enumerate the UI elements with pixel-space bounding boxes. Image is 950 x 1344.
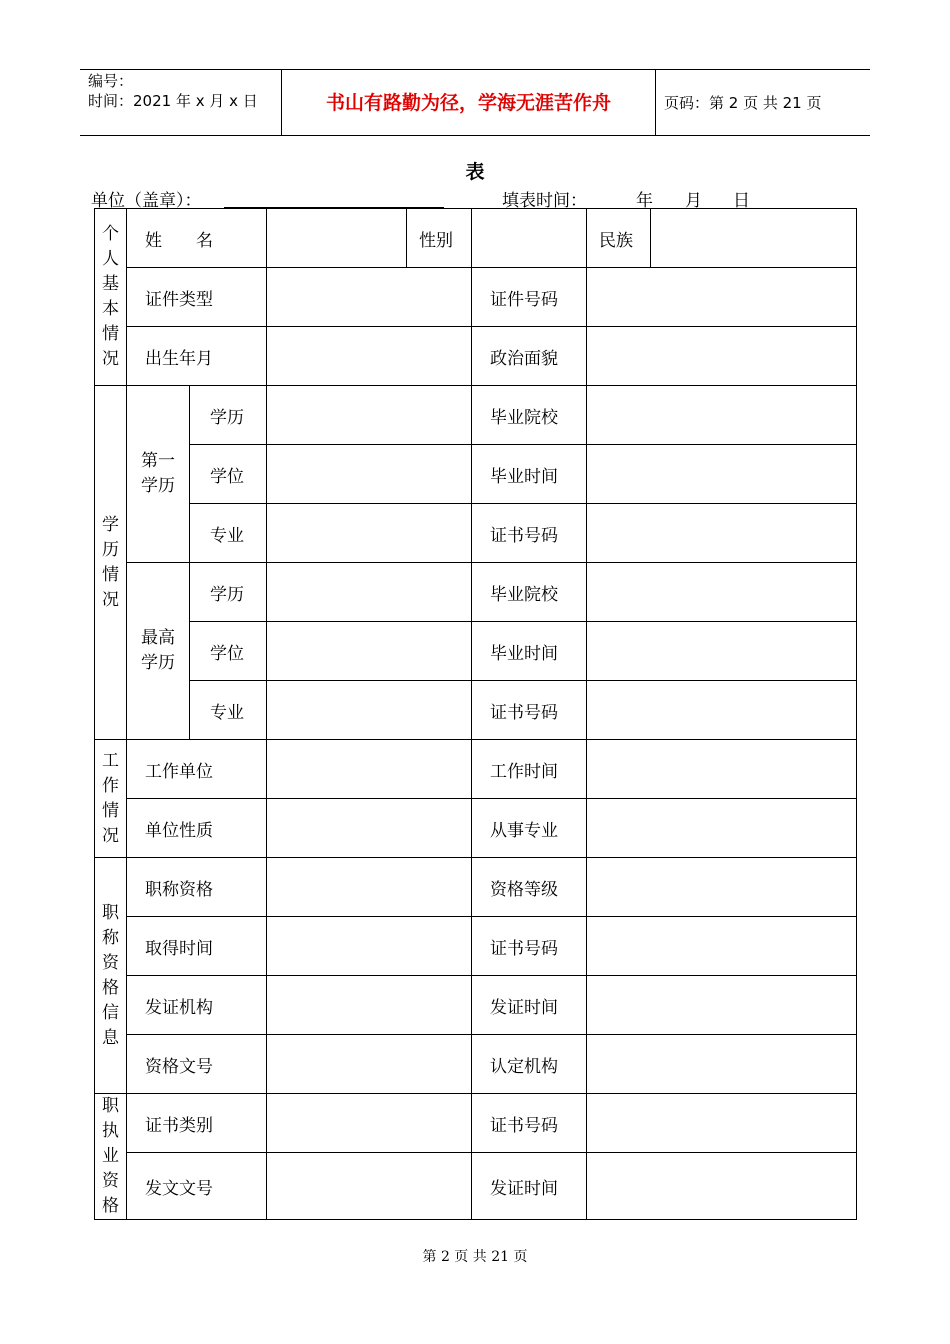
header-time-label: 时间：2021 年 x 月 x 日 <box>88 92 258 110</box>
table-row <box>95 976 857 1035</box>
label-highest-grad-time: 毕业时间 <box>472 622 587 681</box>
input-id-type[interactable] <box>267 268 472 327</box>
label-highest-degree: 学位 <box>190 622 267 681</box>
label-qual-doc-no: 资格文号 <box>127 1035 267 1094</box>
input-birth[interactable] <box>267 327 472 386</box>
input-title-qualification[interactable] <box>267 858 472 917</box>
label-first-major: 专业 <box>190 504 267 563</box>
input-first-edu-level[interactable] <box>267 386 472 445</box>
section-first-education: 第一学历 <box>127 386 190 563</box>
label-first-edu-level: 学历 <box>190 386 267 445</box>
input-title-issue-time[interactable] <box>587 976 857 1035</box>
input-practice-issue-time[interactable] <box>587 1153 857 1220</box>
input-first-grad-time[interactable] <box>587 445 857 504</box>
table-row <box>95 327 857 386</box>
table-row <box>95 209 857 268</box>
header-motto: 书山有路勤为径，学海无涯苦作舟 <box>325 92 611 114</box>
form-title: 表 <box>465 161 485 183</box>
input-issuer[interactable] <box>267 976 472 1035</box>
label-work-unit: 工作单位 <box>127 740 267 799</box>
label-first-grad-time: 毕业时间 <box>472 445 587 504</box>
label-practice-issue-time: 发证时间 <box>472 1153 587 1220</box>
label-practice-cert-number: 证书号码 <box>472 1094 587 1153</box>
fill-day-label: 日 <box>733 191 750 211</box>
label-first-cert-number: 证书号码 <box>472 504 587 563</box>
label-first-degree: 学位 <box>190 445 267 504</box>
input-unit-nature[interactable] <box>267 799 472 858</box>
label-qual-level: 资格等级 <box>472 858 587 917</box>
table-row <box>95 268 857 327</box>
fill-time-label: 填表时间： <box>502 191 587 211</box>
label-certifier: 认定机构 <box>472 1035 587 1094</box>
input-first-cert-number[interactable] <box>587 504 857 563</box>
input-practice-cert-number[interactable] <box>587 1094 857 1153</box>
section-personal: 个人基本情况 <box>95 209 127 386</box>
unit-label: 单位（盖章）： <box>91 191 202 211</box>
input-highest-school[interactable] <box>587 563 857 622</box>
input-work-time[interactable] <box>587 740 857 799</box>
table-row <box>95 1035 857 1094</box>
header-page-info: 页码：第 2 页 共 21 页 <box>664 94 822 112</box>
section-education: 学历情况 <box>95 386 127 740</box>
header-top-rule <box>80 69 870 70</box>
label-id-type: 证件类型 <box>127 268 267 327</box>
label-birth: 出生年月 <box>127 327 267 386</box>
registration-form-table <box>94 208 857 1220</box>
table-row <box>95 858 857 917</box>
input-first-school[interactable] <box>587 386 857 445</box>
input-work-unit[interactable] <box>267 740 472 799</box>
input-cert-category[interactable] <box>267 1094 472 1153</box>
label-obtain-time: 取得时间 <box>127 917 267 976</box>
input-qual-doc-no[interactable] <box>267 1035 472 1094</box>
input-highest-edu-level[interactable] <box>267 563 472 622</box>
input-obtain-time[interactable] <box>267 917 472 976</box>
label-id-number: 证件号码 <box>472 268 587 327</box>
input-political[interactable] <box>587 327 857 386</box>
input-highest-cert-number[interactable] <box>587 681 857 740</box>
input-gender[interactable] <box>472 209 587 268</box>
header-number-label: 编号： <box>88 72 134 90</box>
label-profession: 从事专业 <box>472 799 587 858</box>
label-first-school: 毕业院校 <box>472 386 587 445</box>
label-highest-major: 专业 <box>190 681 267 740</box>
table-row <box>95 1094 857 1153</box>
input-certifier[interactable] <box>587 1035 857 1094</box>
label-issue-doc-no: 发文文号 <box>127 1153 267 1220</box>
table-row <box>95 681 857 740</box>
table-row <box>95 563 857 622</box>
label-issuer: 发证机构 <box>127 976 267 1035</box>
section-work: 工作情况 <box>95 740 127 858</box>
table-row <box>95 504 857 563</box>
label-highest-school: 毕业院校 <box>472 563 587 622</box>
input-first-degree[interactable] <box>267 445 472 504</box>
label-gender: 性别 <box>407 209 472 268</box>
input-id-number[interactable] <box>587 268 857 327</box>
input-name[interactable] <box>267 209 407 268</box>
label-cert-category: 证书类别 <box>127 1094 267 1153</box>
section-highest-education: 最高学历 <box>127 563 190 740</box>
label-unit-nature: 单位性质 <box>127 799 267 858</box>
table-row <box>95 386 857 445</box>
table-row <box>95 917 857 976</box>
table-row <box>95 799 857 858</box>
page-footer: 第 2 页 共 21 页 <box>422 1249 528 1265</box>
input-first-major[interactable] <box>267 504 472 563</box>
fill-month-label: 月 <box>685 191 702 211</box>
label-title-qualification: 职称资格 <box>127 858 267 917</box>
label-political: 政治面貌 <box>472 327 587 386</box>
label-highest-edu-level: 学历 <box>190 563 267 622</box>
label-title-issue-time: 发证时间 <box>472 976 587 1035</box>
input-profession[interactable] <box>587 799 857 858</box>
input-title-cert-number[interactable] <box>587 917 857 976</box>
input-ethnicity[interactable] <box>651 209 857 268</box>
label-work-time: 工作时间 <box>472 740 587 799</box>
label-name: 姓 名 <box>127 209 267 268</box>
table-row <box>95 445 857 504</box>
input-highest-grad-time[interactable] <box>587 622 857 681</box>
section-practice-qualification: 职执业资格 <box>95 1094 127 1220</box>
input-highest-degree[interactable] <box>267 622 472 681</box>
table-row <box>95 622 857 681</box>
label-title-cert-number: 证书号码 <box>472 917 587 976</box>
input-highest-major[interactable] <box>267 681 472 740</box>
fill-year-label: 年 <box>636 191 653 211</box>
table-row <box>95 740 857 799</box>
header-bottom-rule <box>80 135 870 136</box>
input-issue-doc-no[interactable] <box>267 1153 472 1220</box>
label-highest-cert-number: 证书号码 <box>472 681 587 740</box>
header-divider-right <box>655 69 656 136</box>
label-ethnicity: 民族 <box>587 209 651 268</box>
table-row <box>95 1153 857 1220</box>
input-qual-level[interactable] <box>587 858 857 917</box>
section-title-qualification: 职称资格信息 <box>95 858 127 1094</box>
